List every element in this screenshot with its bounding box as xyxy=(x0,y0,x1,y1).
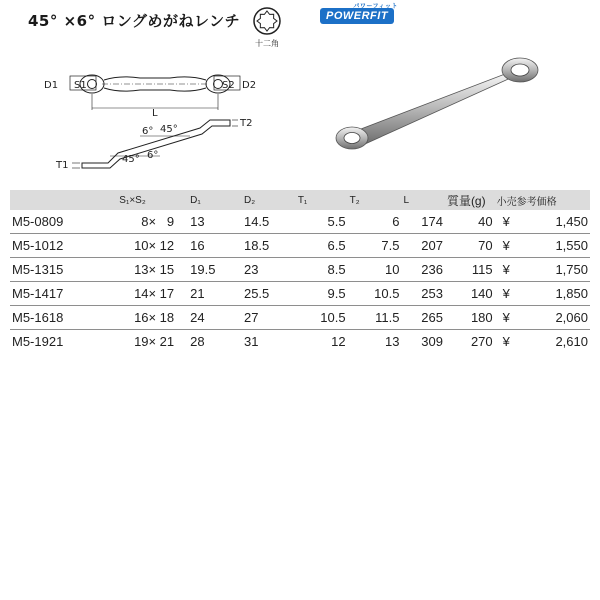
cell-s2: 18 xyxy=(159,310,175,325)
times-sign: × xyxy=(148,214,157,229)
cell-price: 1,550 xyxy=(526,234,590,258)
cell-d1: 24 xyxy=(188,306,242,330)
cell-d2: 27 xyxy=(242,306,296,330)
cell-currency: ¥ xyxy=(495,282,526,306)
times-sign: × xyxy=(148,310,157,325)
cell-d1: 21 xyxy=(188,282,242,306)
cell-t2: 11.5 xyxy=(348,306,402,330)
cell-d1: 13 xyxy=(188,210,242,234)
cell-currency: ¥ xyxy=(495,210,526,234)
cell-d2: 25.5 xyxy=(242,282,296,306)
cell-l: 253 xyxy=(401,282,445,306)
label-angle-45-bottom: 45° xyxy=(122,154,140,165)
cell-l: 265 xyxy=(401,306,445,330)
times-sign: × xyxy=(148,286,157,301)
cell-d1: 28 xyxy=(190,334,205,349)
cell-weight: 270 xyxy=(470,334,493,349)
label-d1: D1 xyxy=(44,80,59,91)
cell-s2: 17 xyxy=(159,286,175,301)
times-sign: × xyxy=(148,238,157,253)
table-row xyxy=(10,234,590,258)
cell-s1s2 xyxy=(105,330,188,354)
cell-weight: 140 xyxy=(445,282,495,306)
cell-t1: 5.5 xyxy=(296,210,348,234)
table-row xyxy=(10,330,590,354)
cell-price: 1,750 xyxy=(526,258,590,282)
cell-currency: ¥ xyxy=(495,306,526,330)
times-sign: × xyxy=(148,334,157,349)
label-l: L xyxy=(152,108,158,119)
times-sign: × xyxy=(148,262,157,277)
cell-model: M5-1417 xyxy=(10,282,105,306)
cell-s2: 21 xyxy=(159,334,175,349)
cell-l: 207 xyxy=(401,234,445,258)
table-header-row xyxy=(10,190,590,210)
header-price: 小売参考価格 xyxy=(495,190,590,210)
twelve-point-badge xyxy=(250,6,284,49)
cell-d2: 14.5 xyxy=(242,210,296,234)
cell-t1: 6.5 xyxy=(296,234,348,258)
brand-kana: パワーフィット xyxy=(353,4,399,10)
cell-price: 1,450 xyxy=(526,210,590,234)
cell-weight: 115 xyxy=(445,258,495,282)
cell-s1s2 xyxy=(105,282,188,306)
table-row xyxy=(10,258,590,282)
cell-s2: 9 xyxy=(166,214,175,229)
cell-model: M5-1618 xyxy=(10,306,105,330)
cell-currency: ¥ xyxy=(495,234,526,258)
cell-weight: 180 xyxy=(445,306,495,330)
cell-s1: 14 xyxy=(134,286,149,301)
spec-table xyxy=(10,190,590,353)
header-model xyxy=(10,190,105,210)
twelve-point-label: 十二角 xyxy=(255,39,279,48)
header-t1: T₁ xyxy=(296,190,348,210)
label-t2: T2 xyxy=(240,118,253,129)
cell-t2: 7.5 xyxy=(348,234,402,258)
label-angle-6-bottom: 6° xyxy=(147,150,159,161)
header-s1xs2: S₁×S₂ xyxy=(105,190,188,210)
cell-t1: 12 xyxy=(331,334,346,349)
page-title: 45° ×6° ロングめがねレンチ xyxy=(28,12,241,30)
label-angle-6-top: 6° xyxy=(142,126,154,137)
label-d2: D2 xyxy=(242,80,257,91)
cell-model: M5-1921 xyxy=(12,334,64,349)
cell-t1: 10.5 xyxy=(296,306,348,330)
header-weight: 質量(g) xyxy=(445,190,495,210)
cell-d2: 23 xyxy=(242,258,296,282)
header-l: L xyxy=(401,190,445,210)
cell-d1: 16 xyxy=(188,234,242,258)
cell-d2: 31 xyxy=(243,334,259,349)
cell-s1: 10 xyxy=(134,238,149,253)
cell-d1: 19.5 xyxy=(188,258,242,282)
cell-s1s2 xyxy=(105,234,188,258)
cell-weight: 70 xyxy=(445,234,495,258)
dimension-diagram xyxy=(40,64,260,174)
cell-weight: 40 xyxy=(445,210,495,234)
cell-s2: 12 xyxy=(159,238,175,253)
cell-t2: 10.5 xyxy=(348,282,402,306)
cell-t2: 13 xyxy=(384,334,400,349)
cell-t1: 9.5 xyxy=(296,282,348,306)
table-row xyxy=(10,306,590,330)
cell-t2: 6 xyxy=(348,210,402,234)
cell-s1: 19 xyxy=(134,334,149,349)
label-angle-45-top: 45° xyxy=(160,124,178,135)
cell-currency: ¥ xyxy=(495,258,526,282)
header-d1: D₁ xyxy=(188,190,242,210)
cell-model: M5-1315 xyxy=(10,258,105,282)
cell-s1: 13 xyxy=(134,262,149,277)
cell-price: 1,850 xyxy=(526,282,590,306)
cell-t1: 8.5 xyxy=(296,258,348,282)
twelve-point-socket-icon xyxy=(252,6,282,36)
cell-l: 174 xyxy=(401,210,445,234)
cell-currency: ¥ xyxy=(502,334,510,349)
cell-model: M5-1012 xyxy=(10,234,105,258)
label-t1: T1 xyxy=(56,160,69,171)
cell-s1: 16 xyxy=(134,310,149,325)
cell-s2: 15 xyxy=(159,262,175,277)
brand-logo-text: POWERFIT xyxy=(326,10,389,22)
cell-price: 2,060 xyxy=(526,306,590,330)
cell-t2: 10 xyxy=(348,258,402,282)
cell-l: 309 xyxy=(421,334,443,349)
label-s2: S2 xyxy=(222,80,235,91)
table-row xyxy=(10,282,590,306)
cell-l: 236 xyxy=(401,258,445,282)
cell-d2: 18.5 xyxy=(242,234,296,258)
table-row xyxy=(10,210,590,234)
brand-logo xyxy=(320,4,399,24)
header-d2: D₂ xyxy=(242,190,296,210)
cell-s1s2 xyxy=(105,306,188,330)
label-s1: S1 xyxy=(74,80,87,91)
header-t2: T₂ xyxy=(348,190,402,210)
cell-price: 2,610 xyxy=(555,334,588,349)
cell-s1s2 xyxy=(105,210,188,234)
wrench-photo xyxy=(325,52,555,162)
cell-s1: 8 xyxy=(141,214,149,229)
cell-model: M5-0809 xyxy=(10,210,105,234)
wrench-top-view xyxy=(70,75,240,110)
cell-s1s2 xyxy=(105,258,188,282)
